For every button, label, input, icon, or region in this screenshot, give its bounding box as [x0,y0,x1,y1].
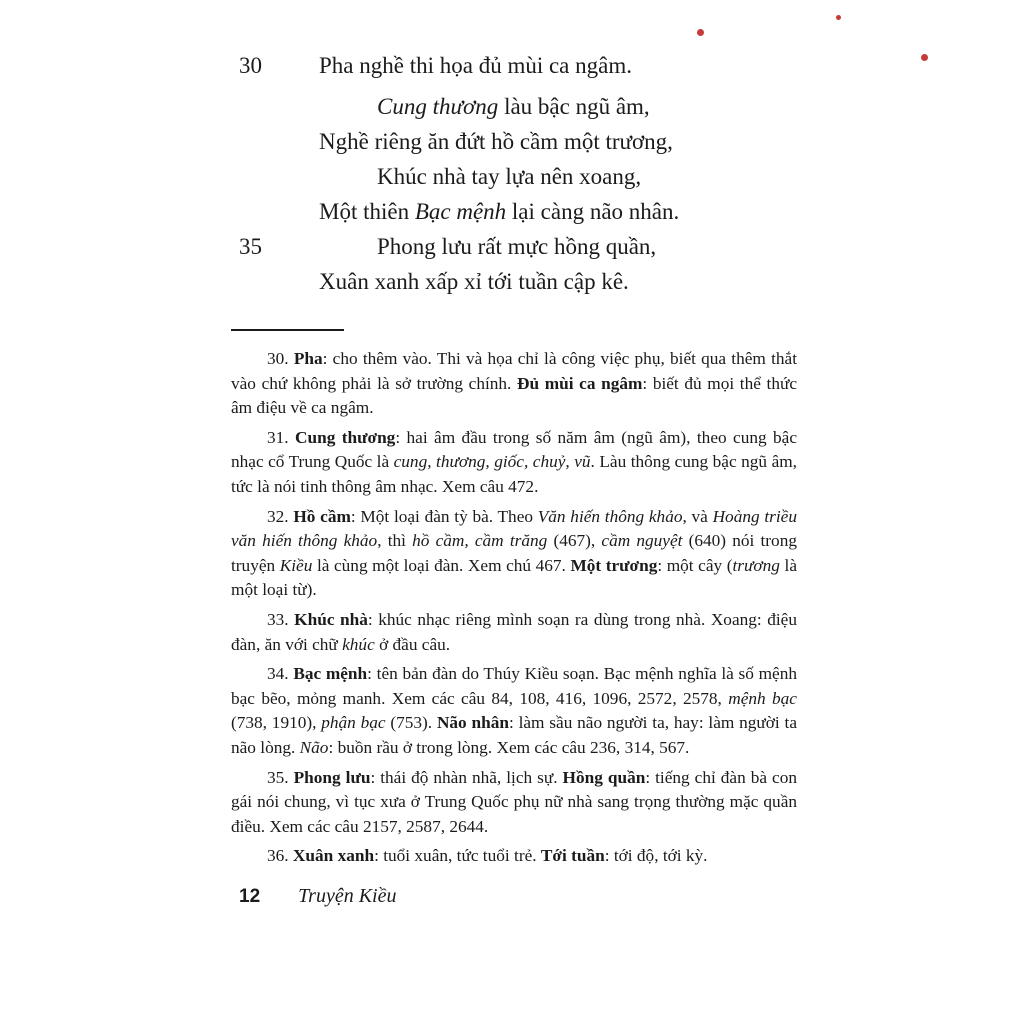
footnote-paragraph: 32. Hồ cầm: Một loại đàn tỳ bà. Theo Văn hiến thông khảo, và Hoàng triều văn hiến thông khảo, thì hồ cầm, cầm trăng (467), cầm nguyệt (640) nói trong truyện Kiều là cùng một loại đàn. Xem chú 467. Một trương: một cây (trương là một loại từ). [231,506,797,600]
verse-text: Khúc nhà tay lựa nên xoang, [377,164,642,189]
red-dot [921,54,928,61]
poem-line [231,264,797,299]
verse-text: Xuân xanh xấp xỉ tới tuần cập kê. [319,269,629,294]
poem-line [231,229,797,264]
poem-line [231,89,797,124]
book-title: Truyện Kiều [298,884,397,907]
footnotes-section [231,347,797,869]
verse-text: Phong lưu rất mực hồng quần, [377,234,657,259]
poem-line [231,159,797,194]
page-number: 12 [239,885,261,907]
verse-text: Một thiên Bạc mệnh lại càng não nhân. [319,199,680,224]
poem-line [231,194,797,229]
verse-number: 35 [239,234,262,259]
footnote-paragraph: 33. Khúc nhà: khúc nhạc riêng mình soạn ra dùng trong nhà. Xoang: điệu đàn, ăn với chữ khúc ở đầu câu. [231,609,797,654]
poem-section [231,48,797,299]
page-footer [231,885,797,908]
book-page [231,48,797,908]
red-dot [697,29,704,36]
footnote-paragraph: 34. Bạc mệnh: tên bản đàn do Thúy Kiều soạn. Bạc mệnh nghĩa là số mệnh bạc bẽo, mỏng manh. Xem các câu 84, 108, 416, 1096, 2572, 2578, mệnh bạc (738, 1910), phận bạc (753). Não nhân: làm sầu não người ta, hay: làm người ta não lòng. Não: buồn rầu ở trong lòng. Xem các câu 236, 314, 567. [231,664,797,757]
footnote-paragraph: 36. Xuân xanh: tuổi xuân, tức tuổi trẻ. Tới tuần: tới độ, tới kỳ. [267,846,708,866]
footnote-paragraph: 30. Pha: cho thêm vào. Thi và họa chỉ là công việc phụ, biết qua thêm thắt vào chứ không phải là sở trường chính. Đủ mùi ca ngâm: biết đủ mọi thể thức âm điệu về ca ngâm. [231,349,797,418]
red-dot [836,15,841,20]
verse-text: Cung thương làu bậc ngũ âm, [377,94,650,119]
section-divider [231,329,344,331]
poem-line [231,124,797,159]
verse-text: Nghề riêng ăn đứt hồ cầm một trương, [319,129,673,154]
verse-text: Pha nghề thi họa đủ mùi ca ngâm. [319,53,632,78]
footnote-paragraph: 35. Phong lưu: thái độ nhàn nhã, lịch sự. Hồng quần: tiếng chỉ đàn bà con gái nói chung, vì tục xưa ở Trung Quốc phụ nữ nhà sang trọng thường mặc quần điều. Xem các câu 2157, 2587, 2644. [231,767,797,836]
verse-number: 30 [239,53,262,78]
footnote-paragraph: 31. Cung thương: hai âm đầu trong số năm âm (ngũ âm), theo cung bậc nhạc cổ Trung Quốc là cung, thương, giốc, chuỷ, vũ. Làu thông cung bậc ngũ âm, tức là nói tinh thông âm nhạc. Xem câu 472. [231,427,797,496]
poem-line [231,48,797,83]
